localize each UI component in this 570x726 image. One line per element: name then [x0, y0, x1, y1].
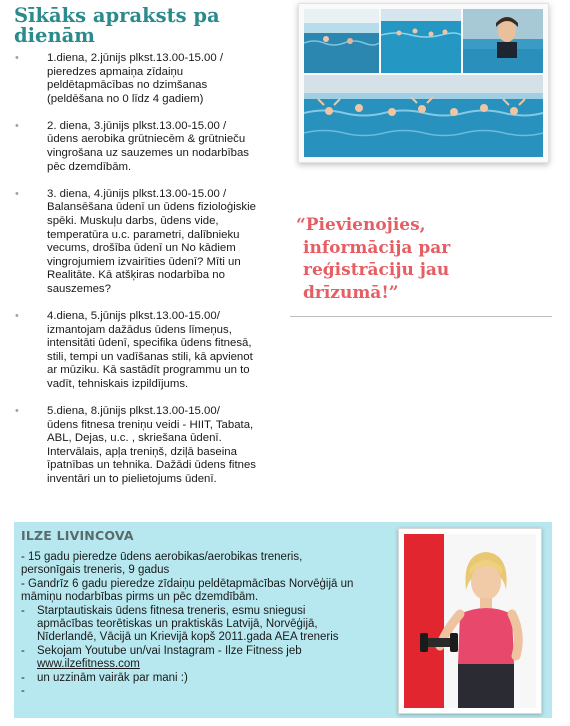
bullet-dot: •	[15, 119, 19, 132]
bio-list-item	[21, 645, 391, 672]
bullet-dot: •	[15, 187, 19, 200]
day-line: ūdens aerobika grūtniecēm & grūtnieču	[47, 133, 246, 146]
trainer-name: ILZE LIVINCOVA	[21, 528, 134, 543]
trainer-bio-text	[21, 551, 391, 698]
bio-line: Starptautiskais ūdens fitnesa treneris, esmu sniegusi	[37, 604, 306, 617]
day-line: Intervālais, apļa treniņš, dziļā baseina	[47, 445, 237, 458]
bio-line	[37, 685, 391, 698]
day-line: 2. diena, 3.jūnijs plkst.13.00-15.00 /	[47, 119, 227, 132]
day-line: intensitāti ūdenī, specifika ūdens fitnesā,	[47, 337, 252, 350]
day-line: peldētapmācības no dzimšanas	[47, 79, 208, 92]
bio-line: un uzzinām vairāk par mani :)	[37, 671, 188, 684]
day-line: ABL, Dejas, u.c. , skriešana ūdenī.	[47, 432, 222, 445]
quote-line: reģistrāciju jau	[303, 260, 450, 280]
day-line: inventāri un to pielietojums ūdenī.	[47, 473, 217, 486]
day-line: vingrošana uz sauzemes un nodarbības	[47, 147, 249, 160]
day-item	[14, 405, 284, 487]
pool-photo-3	[463, 9, 543, 73]
bio-line: personīgais treneris, 9 gadus	[21, 564, 170, 577]
day-line: spēki. Muskuļu darbs, ūdens vide,	[47, 214, 219, 227]
pool-photo-collage	[298, 3, 549, 163]
day-item	[14, 52, 284, 106]
bio-line: Sekojam Youtube un/vai Instagram - Ilze Fitness jeb	[37, 644, 302, 657]
day-line: ar mūziku. Kā sastādīt programmu un to	[47, 364, 250, 377]
day-schedule-list	[14, 52, 284, 500]
quote-line: informācija par	[303, 237, 451, 258]
bio-line: apmācības teorētiskas un praktiskās Latvijā, Norvēģijā,	[37, 618, 318, 631]
quote-divider	[290, 316, 552, 317]
list-dash: -	[21, 604, 25, 617]
bio-line: - 15 gadu pieredze ūdens aerobikas/aerobikas treneris,	[21, 551, 303, 563]
day-line: pieredzes apmaiņa zīdaiņu	[47, 65, 184, 78]
quote-line: drīzumā!”	[303, 282, 399, 303]
day-item	[14, 188, 284, 297]
bio-line: - Gandrīz 6 gadu pieredze zīdaiņu peldētapmācības Norvēģijā un	[21, 577, 354, 590]
bullet-dot: •	[15, 405, 19, 418]
trainer-portrait	[398, 528, 542, 714]
trainer-bio-panel	[14, 522, 552, 718]
pool-photo-group	[304, 75, 543, 157]
bullet-dot: •	[15, 52, 19, 64]
day-line: vecums, drošība ūdenī un No kādiem	[47, 242, 236, 255]
day-line: pēc dzemdībām.	[47, 160, 132, 173]
day-line: (peldēšana no 0 līdz 4 gadiem)	[47, 92, 204, 105]
bullet-dot: •	[15, 310, 19, 322]
day-line: stili, tempi un vadīšanas stili, kā apvienot	[47, 350, 253, 363]
bio-list-item	[21, 672, 391, 685]
day-line: 1.diena, 2.jūnijs plkst.13.00-15.00 /	[47, 52, 224, 64]
registration-quote	[296, 214, 546, 304]
day-line: Balansēšana ūdenī un ūdens fizioloģiskie	[47, 201, 256, 214]
day-item	[14, 310, 284, 392]
pool-photo-1	[304, 9, 379, 73]
website-link[interactable]: www.ilzefitness.com	[37, 658, 140, 671]
bio-line: Nīderlandē, Vācijā un Krievijā kopš 2011.gada AEA treneris	[37, 631, 339, 644]
list-dash: -	[21, 685, 25, 698]
list-dash: -	[21, 644, 25, 657]
day-line: 4.diena, 5.jūnijs plkst.13.00-15.00/	[47, 310, 220, 322]
day-line: izmantojam dažādus ūdens līmeņus,	[47, 323, 232, 336]
day-line: temperatūra u.c. parametri, dalībnieku	[47, 228, 240, 241]
day-line: 3. diena, 4.jūnijs plkst.13.00-15.00 /	[47, 187, 227, 200]
bio-list-item	[21, 685, 391, 698]
pool-photo-2	[381, 9, 461, 73]
day-line: vadīt, tehniskais izpildījums.	[47, 377, 189, 390]
bio-list-item	[21, 605, 391, 645]
list-dash: -	[21, 671, 25, 684]
day-line: ūdens fitnesa treniņu veidi - HIIT, Tabata,	[47, 418, 254, 431]
quote-line: “Pievienojies,	[296, 215, 426, 235]
page-title: Sīkāks apraksts pa dienām	[14, 4, 220, 47]
day-item	[14, 120, 284, 174]
day-line: 5.diena, 8.jūnijs plkst.13.00-15.00/	[47, 405, 220, 418]
bio-line: māmiņu nodarbības pirms un pēc dzemdībām.	[21, 591, 259, 604]
day-line: īpatnības un tehnika. Dažādi ūdens fitnes	[47, 459, 256, 472]
day-line: sauszemes?	[47, 282, 111, 295]
day-line: vingrojumiem izvairīties ūdenī? Mīti un	[47, 255, 241, 268]
day-line: Realitāte. Kā atšķiras nodarbība no	[47, 269, 225, 282]
